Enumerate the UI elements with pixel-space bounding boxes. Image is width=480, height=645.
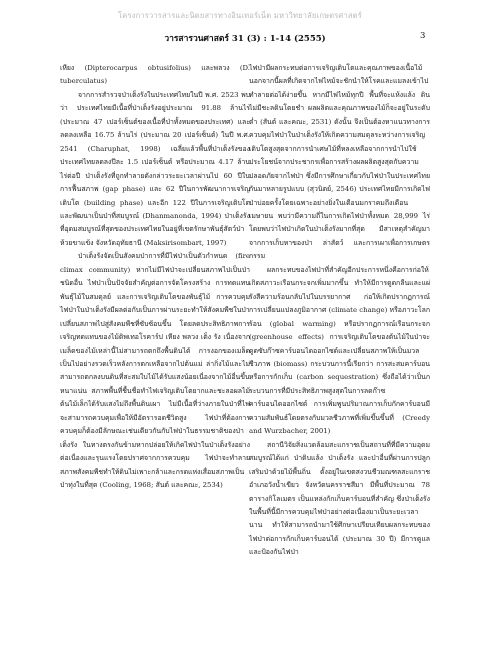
paragraph-continuation: เหียง (Dipterocarpus obtusifolius) และพลวง (D. tuberculatus) (60, 64, 250, 86)
right-text-column (249, 62, 430, 560)
paragraph-fire-effects: ไฟป่ามีผลกระทบต่อการเจริญเติบโตและคุณภาพของเนื้อไม้ นอกจากนี้ผลที่เกิดจากไฟไหม้จะชักนำให้โรคและแมลงเข้าไปทำลายต่อได้ง่ายขึ้น หากมีไฟไหม้ทุกปี พื้นที่จะแห้งแล้ง ดินไม่มีชะลดินโดยชำ ผลผลิตและคุณภาพของไม้ก็จะอยู่ในระดับต่ำ (สันต์ และคณะ, 2531) ดังนั้น จึงเป็นต้องหาแนวทางการควบคุมไฟป่าในป่าเต็งรังให้เกิดความสมดุลระหว่างการเจริญเติบโตสูงสุดจากการนำเศษไม้ที่หลงเหลือจากการนำไปใช้ประโยชน์จากประชากรเพื่อการสร้างผลผลิตสูงสุดกับความปลอดภัยจากไฟป่า ซึ่งมีการศึกษาเกี่ยวกับไฟป่าในประเทศไทยกันมาหลายรูปแบบ (สุวนิตย์, 2546) ประเทศไทยมีการเกิดไฟป่าบ่อยครั้งโดยเฉพาะอย่างยิ่งในเดือนมกราคมถึงเดือนเมษายน พบว่ามีความถี่ในการเกิดไฟป่าทั้งหมด 28,999 ไร่ โดยพบว่าไฟป่าเกิดในป่าเต็งรังมากที่สุด มีสาเหตุสำคัญมาจากการเก็บหาของป่า ล่าสัตว์ และการเผาเพื่อการเกษตรกรรม (249, 64, 430, 261)
page-number: 3 (420, 31, 426, 41)
paragraph-sakaerat: สถานีวิจัยสิ่งแวดล้อมสะแกราชเป็นสถานที่ที่มีความอุดมสมบูรณ์ได้แก่ ป่าดิบแล้ง ป่าเต็งรัง และป่าอื่นที่ผ่านการปลูกเสริมป่าด้วยไม้พื้นถิ่น ตั้งอยู่ในเขตสงวนชีวมณฑลสะแกราช อำเภอวังน้ำเขียว จังหวัดนครราชสีมา มีพื้นที่ประมาณ 78 ตารางกิโลเมตร เป็นแหล่งกักเก็บคาร์บอนที่สำคัญ ซึ่งป่าเต็งรังในพื้นที่นี้มีการควบคุมไฟป่าอย่างต่อเนื่องมาเป็นระยะเวลานาน ทำให้สามารถนำมาใช้ศึกษาเปรียบเทียบผลกระทบของไฟป่าต่อการกักเก็บคาร์บอนได้ (ประมาณ 30 ปี) มีการดูแลและป้องกันไฟป่า (249, 440, 430, 557)
left-text-column (60, 62, 250, 493)
paragraph-forest-area: จากการสำรวจป่าเต็งรังในประเทศไทยในปี พ.ศ. 2523 พบว่า ประเทศไทยมีเนื้อที่ป่าเต็งรังอยู่ประมาณ 91.88 ล้านไร่ (ประมาณ 47 เปอร์เซ็นต์ของเนื้อที่ป่าทั้งหมดของประเทศ) และลดลงเหลือ 16.75 ล้านไร่ (ประมาณ 20 เปอร์เซ็นต์) ในปี พ.ศ. 2541 (Charuphat, 1998) เฉลี่ยแล้วพื้นที่ป่าเต็งรังของประเทศไทยลดลงปีละ 1.5 เปอร์เซ็นต์ หรือประมาณ 4.17 ล้านไร่ต่อปี ป่าเต็งรังที่ถูกทำลายดังกล่าวระยะเวลาผ่านไป 60 ปีในการฟื้นสภาพ (gap phase) และ 62 ปีในการพัฒนาการเจริญเติบโต (building phase) และอีก 122 ปีในการเจริญเติบโตและพัฒนาเป็นป่าที่สมบูรณ์ (Dhanmanonda, 1994) ป่าเต็งรังที่อุดมสมบูรณ์ที่สุดของประเทศไทยในอยู่ที่เขตรักษาพันธุ์สัตว์ป่าห้วยขาแข้ง จังหวัดอุทัยธานี (Maksirisombart, 1997) (60, 90, 250, 247)
journal-running-head: วารสารวนศาสตร์ 31 (3) : 1-14 (2555) (164, 34, 326, 44)
paragraph-greenhouse: ผลกระทบของไฟป่าที่สำคัญอีกประการหนึ่งคือการก่อให้เกิดสภาวะเรือนกระจกเพิ่มมากขึ้น ทำให้มีการดูดกลืนและแผ่รังสีความร้อนกลับไปในบรรยากาศ ก่อให้เกิดปรากฏการณ์การเปลี่ยนแปลงภูมิอากาศ (climate change) หรือภาวะโลกร้อน (global warming) หรือปรากฏการณ์เรือนกระจก (greenhouse effects) การเจริญเติบโตของต้นไม้ในป่าจะดูดซับก๊าซคาร์บอนไดออกไซด์และเปลี่ยนสภาพให้เป็นมวลชีวภาพ (biomass) กระบวนการนี้เรียกว่า การสะสมคาร์บอนหรือการกักเก็บ (carbon sequestration) ซึ่งถือได้ว่าเป็นกระบวนการที่มีประสิทธิภาพสูงสุดในการลดก๊าซคาร์บอนไดออกไซด์ การเพิ่มพูนปริมาณการเก็บกักคาร์บอนมีความสัมพันธ์โดยตรงกับมวลชีวภาพที่เพิ่มขึ้นขึ้นที่ (Creedy and Wurzbacher, 2001) (249, 265, 430, 436)
watermark-text: โครงการวารสารและนิตยสารทางอินเทอร์เน็ต มหาวิทยาลัยเกษตรศาสตร์ (118, 11, 362, 20)
paragraph-fire-climax: ป่าเต็งรังจัดเป็นสังคมป่าการที่มีไฟป่าเป็นตัวกำหนด (fire climax community) หากไม่มีไฟป่าจะเปลี่ยนสภาพไปเป็นป่าชนิดอื่น ไฟป่าเป็นปัจจัยสำคัญต่อการจัดโครงสร้าง การทดแทนพันธุ์ไม้ในสมดุลย์ และการเจริญเติบโตของพันธุ์ไม้ การควบคุมไฟป่าในป่าเต็งรังมีผลต่อกับเป็นการผ่านระยะทำให้สังคมพืชในป่าเปลี่ยนสภาพไปสู่สังคมพืชที่ซับซ้อนขึ้น โดยลดประสิทธิภาพการเจริญทดแทนของไม้ดิพเทอโรคาร์ป เหียง พลวง เต็ง รัง เนื่องจากเมล็ดของไม้เหล่านี้ไม่สามารถตกถึงพื้นดินได้ การงอกของเมล็ดเป็นไปอย่างรวดเร็วหลังการตกเหลือจากไปต้นแม่ ล่ากิ่งไม้และไม่สามารถตกลงบนดินที่สะสมใบไม้ได้รับแสงน้อยเนื่องจากไม้อื่นขึ้นหนาแน่น สภาพพื้นที่ชื้นชื่อทำไฟเจริญเติบโตยากและชะลอผลไม้ ต้นไม้เล็กได้รับแสงไม่ถึงพื้นดินเผา ไม่มีเนื้อที่ว่างภายในป่าที่ไฟจะสามารถควบคุมเพื่อให้มีอัตรารอดชีวิตสูง ไฟป่าที่ต้องการควบคุมก็ต้องมีลักษณะเช่นเดียวกันกับไฟป่าในธรรมชาติของป่าเต็งรัง ในทางตรงกันข้ามหากปล่อยให้เกิดไฟป่าในป่าเต็งรังอย่างต่อเนื่องและรุนแรงโดยปราศจากการควบคุม ไฟป่าจะทำลายสภาพสังคมพืชทำให้ดินไม่เพาะกล้าและกรดแห่งเสื่อมสภาพเป็นป่าทุ่งในที่สุด (Cooling, 1968; สันต์ และคณะ, 2534) (60, 252, 250, 490)
